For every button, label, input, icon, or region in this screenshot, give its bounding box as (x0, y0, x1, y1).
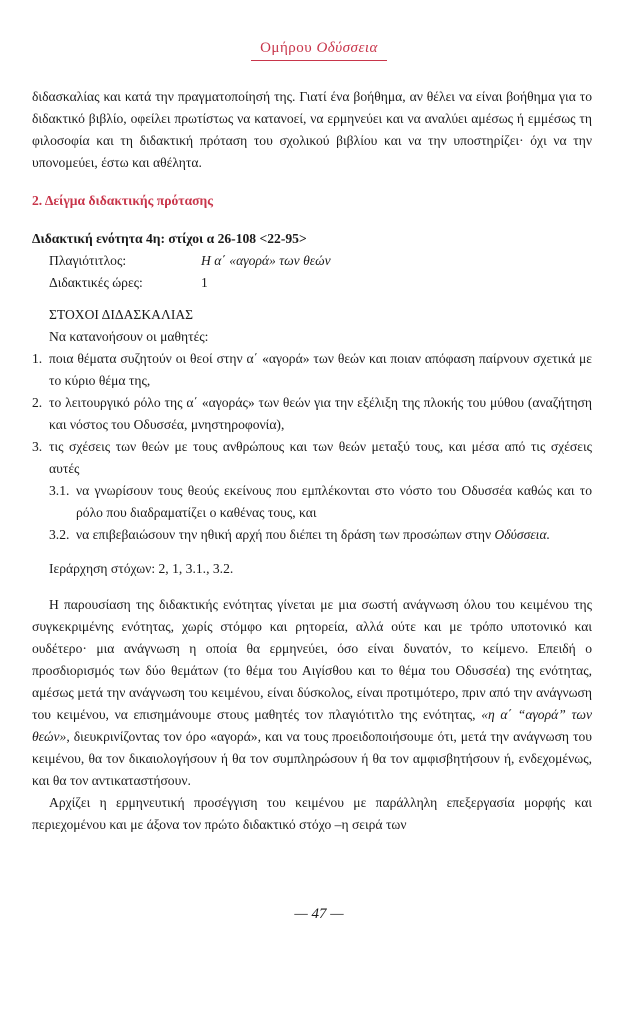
subtitle-row (32, 250, 592, 272)
hours-label: Διδακτικές ώρες: (49, 275, 143, 290)
goal-number: 2. (32, 395, 43, 410)
header-work-title: Οδύσσεια (316, 40, 378, 56)
body-paragraph-2: Αρχίζει η ερμηνευτική προσέγγιση του κειμένου με παράλληλη επεξεργασία μορφής και περιεχομένου και με άξονα τον πρώτο διδακτικό στόχο –η σειρά των (32, 795, 592, 832)
unit-heading: Διδακτική ενότητα 4η: στίχοι α 26-108 <22-95> (32, 231, 307, 246)
subgoal-text: να γνωρίσουν τους θεούς εκείνους που εμπλέκονται στο νόστο του Οδυσσέα καθώς και το ρόλο που διαδραματίζει ο καθένας τους, και (76, 483, 592, 520)
header-author: Ομήρου (260, 40, 313, 56)
body-paragraph-1-italic: «η α΄ “αγορά” των θεών» (32, 707, 592, 744)
subgoal-text-italic: Οδύσσεια. (494, 527, 550, 542)
section-title: 2. Δείγμα διδακτικής πρότασης (32, 193, 213, 208)
hours-value: 1 (201, 275, 208, 290)
goal-item (32, 436, 592, 480)
subgoal-number: 3.2. (49, 527, 70, 542)
goal-item (32, 392, 592, 436)
page-content (32, 86, 592, 836)
running-header (0, 40, 638, 61)
goals-title: ΣΤΟΧΟΙ ΔΙΔΑΣΚΑΛΙΑΣ (49, 307, 194, 322)
goal-text: τις σχέσεις των θεών με τους ανθρώπους και των θεών μεταξύ τους, και μέσα από τις σχέσεις αυτές (49, 439, 592, 476)
subgoal-number: 3.1. (49, 483, 70, 498)
page-number: — 47 — (294, 906, 344, 922)
body-paragraph-1-text-a: Η παρουσίαση της διδακτικής ενότητας γίνεται με μια σωστή ανάγνωση όλου του κειμένου της συγκεκριμένης ενότητας, χωρίς στόμφο και ρητορεία, αλλά ούτε και με τρόπο υποτονικό και ουδέτερο· μια ανάγνωση η οποία θα ερμηνεύει, όσο είναι δυνατόν, το κείμενο. Επειδή ο προσδιορισμός των δύο θεμάτων (το θέμα του Αιγίσθου και το θέμα του Οδυσσέα) της ενότητας, αμέσως μετά την ανάγνωση του κειμένου, είναι δύσκολος, είναι προτιμότερο, πριν από την ανάγνωση του κειμένου, να επισημάνουμε στους μαθητές τον πλαγιότιτλο της ενότητας, (32, 597, 592, 722)
subgoal-text-main: να επιβεβαιώσουν την ηθική αρχή που διέπει τη δράση των προσώπων στην (76, 527, 492, 542)
body-paragraph-1 (32, 594, 592, 792)
goal-text: ποια θέματα συζητούν οι θεοί στην α΄ «αγορά» των θεών και ποιαν απόφαση παίρνουν σχετικά με το κύριο θέμα της, (49, 351, 592, 388)
goals-intro: Να κατανοήσουν οι μαθητές: (49, 329, 209, 344)
subgoal-text (76, 524, 592, 546)
goal-item (32, 348, 592, 392)
goals-list (32, 348, 592, 546)
subgoal-item (32, 480, 592, 524)
subtitle-label: Πλαγιότιτλος: (49, 253, 127, 268)
goal-number: 1. (32, 351, 43, 366)
goals-hierarchy: Ιεράρχηση στόχων: 2, 1, 3.1., 3.2. (49, 561, 234, 576)
hours-row (32, 272, 592, 294)
intro-paragraph: διδασκαλίας και κατά την πραγματοποίησή της. Γιατί ένα βοήθημα, αν θέλει να είναι βοήθημα για το διδακτικό βιβλίο, οφείλει πρωτίστως να κατανοεί, να ερμηνεύει και να αναλύει αμέσως ή εμμέσως τη φιλοσοφία και τη διδακτική πρόταση του σχολικού βιβλίου και να την υποστηρίζει· όχι να την υπονομεύει, έστω και αθέλητα. (32, 89, 592, 170)
goal-text: το λειτουργικό ρόλο της α΄ «αγοράς» των θεών για την εξέλιξη της πλοκής του μύθου (αναζήτηση και νόστος του Οδυσσέα, μνηστηροφονία), (49, 395, 592, 432)
subtitle-value: Η α΄ «αγορά» των θεών (201, 253, 331, 268)
subgoal-item (32, 524, 592, 546)
header-underline (251, 60, 387, 61)
body-paragraph-1-text-b: , διευκρινίζοντας τον όρο «αγορά», και να τους προειδοποιήσουμε ότι, μετά την ανάγνωση του κειμένου, θα τον δικαιολογήσουν ή θα τον συμπληρώσουν ή θα τον αμφισβητήσουν ή, ενδεχομένως, και θα τον αντικαταστήσουν. (32, 729, 592, 788)
goal-number: 3. (32, 439, 43, 454)
